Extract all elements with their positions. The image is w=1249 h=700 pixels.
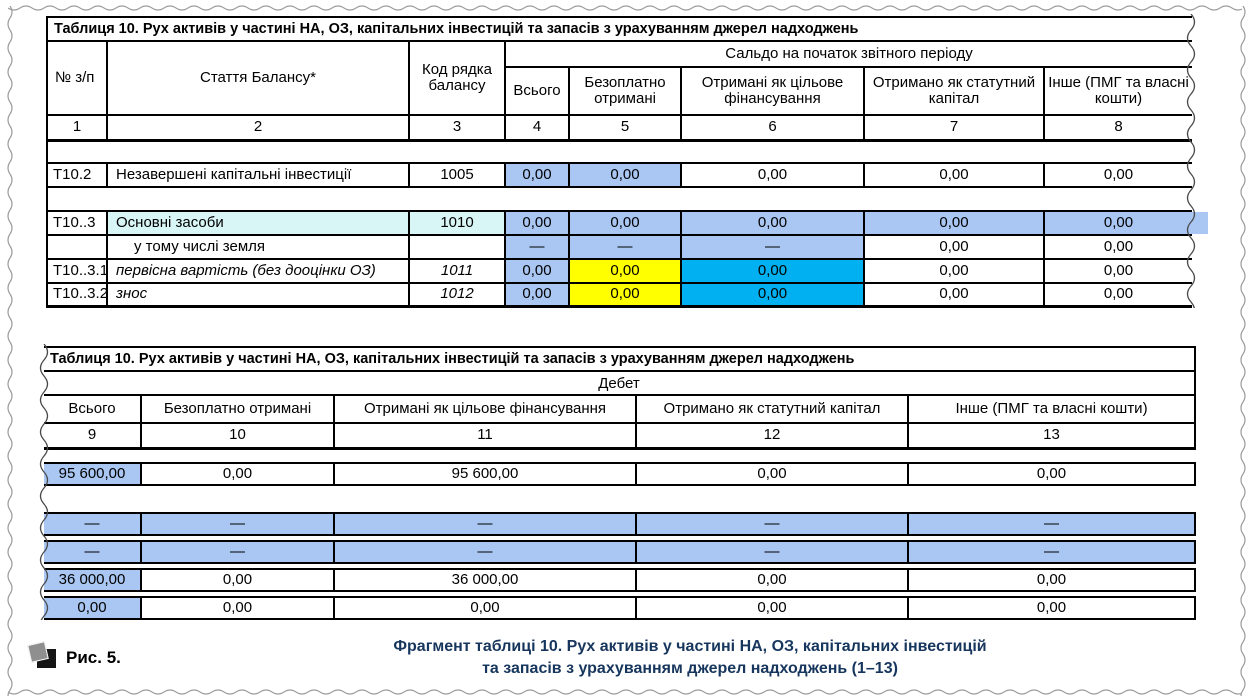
column-number: 7 — [865, 116, 1045, 139]
column-numbers-row — [44, 424, 1194, 450]
article-cell: знос — [108, 284, 410, 305]
code-cell: 1012 — [410, 284, 506, 305]
value-cell: 0,00 — [142, 598, 335, 618]
article-cell: Незавершені капітальні інвестиції — [108, 164, 410, 186]
value-cell: 0,00 — [570, 284, 682, 305]
column-number: 4 — [506, 116, 570, 139]
page-border-right — [1237, 6, 1247, 696]
value-cell: 0,00 — [865, 236, 1045, 258]
column-header: Безоплатно отримані — [142, 396, 335, 422]
value-cell: 0,00 — [1036, 598, 1067, 616]
fragment-gap — [48, 188, 1192, 212]
value-cell: 0,00 — [637, 570, 909, 590]
column-number: 10 — [142, 424, 335, 447]
value-cell: 0,00 — [1036, 570, 1067, 588]
table2-title: Таблиця 10. Рух активів у частині НА, ОЗ, капітальних інвестицій та запасів з урахуванням джерел надходжень — [44, 348, 1194, 372]
value-cell: 0,00 — [1045, 212, 1192, 234]
value-cell: 0,00 — [1103, 261, 1134, 279]
value-cell: — — [142, 514, 335, 534]
value-cell: 0,00 — [335, 598, 637, 618]
table-row — [44, 568, 1196, 592]
value-cell: — — [637, 542, 909, 562]
value-cell: 0,00 — [1103, 285, 1134, 303]
value-cell: — — [335, 542, 637, 562]
value-cell: 0,00 — [865, 260, 1045, 282]
row-num-cell: Т10..3.2 — [48, 284, 108, 305]
value-cell: 0,00 — [682, 164, 865, 186]
column-group-saldo: Сальдо на початок звітного періоду — [506, 42, 1192, 68]
column-header: Отримано як статутний капітал — [637, 396, 909, 422]
value-cell: 0,00 — [506, 164, 570, 186]
value-cell: 36 000,00 — [335, 570, 637, 590]
table2-header — [44, 346, 1196, 450]
table1-header — [48, 42, 1192, 116]
column-group-debit: Дебет — [44, 372, 1194, 396]
value-cell: 0,00 — [506, 284, 570, 305]
table2-column-headers — [44, 396, 1194, 424]
figure-caption-line2: та запасів з урахуванням джерел надходжень (1–13) — [482, 660, 898, 678]
column-header: Інше (ПМГ та власні кошти) — [955, 399, 1148, 417]
table-row — [48, 212, 1192, 236]
column-number: 1 — [48, 116, 108, 139]
value-cell: 0,00 — [682, 212, 865, 234]
column-number: 2 — [108, 116, 410, 139]
value-cell: 0,00 — [637, 598, 909, 618]
value-cell: — — [570, 236, 682, 258]
table-row — [48, 236, 1192, 260]
value-cell: — — [335, 514, 637, 534]
page-border-bottom — [8, 688, 1242, 697]
value-cell: 0,00 — [1103, 237, 1134, 255]
value-cell: — — [909, 514, 1194, 534]
code-cell: 1005 — [410, 164, 506, 186]
page-border-top — [8, 4, 1242, 13]
figure-label: Рис. 5. — [66, 648, 121, 667]
article-cell: Основні засоби — [108, 212, 410, 234]
row-num-cell: Т10..3.1 — [48, 260, 108, 282]
value-cell: 0,00 — [142, 464, 335, 484]
value-cell: — — [44, 514, 142, 534]
value-cell: 0,00 — [570, 260, 682, 282]
value-cell: — — [637, 514, 909, 534]
article-cell: у тому числі земля — [108, 236, 410, 258]
code-cell — [410, 236, 506, 258]
column-number: 8 — [1114, 118, 1123, 136]
column-numbers-row — [48, 116, 1192, 142]
row-num-cell: Т10..3 — [48, 212, 108, 234]
column-header: Всього — [44, 396, 142, 422]
value-cell: 0,00 — [570, 164, 682, 186]
table-debit — [44, 346, 1196, 620]
value-cell: 0,00 — [865, 212, 1045, 234]
figure-marker-icon — [28, 642, 58, 670]
value-cell: 0,00 — [865, 284, 1045, 305]
value-cell: 0,00 — [506, 212, 570, 234]
column-number: 9 — [44, 424, 142, 447]
value-cell: 0,00 — [1036, 464, 1067, 482]
value-cell: 0,00 — [1103, 165, 1134, 183]
column-header: Отримані як цільове фінансування — [682, 68, 865, 116]
value-cell: — — [142, 542, 335, 562]
row-num-cell — [48, 236, 108, 258]
column-header-article: Стаття Балансу* — [108, 42, 410, 116]
page-border-left — [4, 6, 14, 696]
column-header-code: Код рядка балансу — [410, 42, 506, 116]
column-number: 6 — [682, 116, 865, 139]
table-row — [48, 260, 1192, 284]
table-row — [44, 512, 1196, 536]
article-cell: первісна вартість (без дооцінки ОЗ) — [108, 260, 410, 282]
value-cell: 0,00 — [682, 284, 865, 305]
value-cell: 0,00 — [506, 260, 570, 282]
column-header: Отримано як статутний капітал — [865, 68, 1045, 116]
table-row — [44, 596, 1196, 620]
figure-caption — [320, 636, 1060, 681]
value-cell: 0,00 — [865, 164, 1045, 186]
code-cell: 1011 — [410, 260, 506, 282]
column-number: 3 — [410, 116, 506, 139]
value-cell: — — [909, 542, 1194, 562]
value-cell: — — [506, 236, 570, 258]
value-cell: — — [682, 236, 865, 258]
value-cell: 95 600,00 — [44, 464, 142, 484]
column-header-num: № з/п — [48, 42, 108, 116]
value-cell: 36 000,00 — [44, 570, 142, 590]
column-number: 13 — [1043, 426, 1060, 444]
table-row — [44, 462, 1196, 486]
figure-caption-line1: Фрагмент таблиці 10. Рух активів у частині НА, ОЗ, капітальних інвестицій — [393, 638, 987, 655]
value-cell: 0,00 — [142, 570, 335, 590]
table1-title: Таблиця 10. Рух активів у частині НА, ОЗ, капітальних інвестицій та запасів з урахуванням джерел надходжень — [48, 18, 1192, 42]
column-number: 12 — [637, 424, 909, 447]
column-number: 11 — [335, 424, 637, 447]
row-num-cell: Т10.2 — [48, 164, 108, 186]
table-saldo-start-period — [46, 16, 1192, 308]
code-cell: 1010 — [410, 212, 506, 234]
value-cell: 0,00 — [637, 464, 909, 484]
column-header: Всього — [506, 68, 570, 116]
value-cell: — — [44, 542, 142, 562]
value-cell: 0,00 — [682, 260, 865, 282]
value-cell: 95 600,00 — [335, 464, 637, 484]
table-row — [48, 284, 1192, 308]
column-header: Безоплатно отримані — [570, 68, 682, 116]
column-number: 5 — [570, 116, 682, 139]
table-row — [44, 540, 1196, 564]
value-cell: 0,00 — [570, 212, 682, 234]
column-header: Інше (ПМГ та власні кошти) — [1045, 68, 1192, 116]
fragment-gap — [48, 142, 1192, 164]
value-cell: 0,00 — [44, 598, 142, 618]
column-header: Отримані як цільове фінансування — [335, 396, 637, 422]
table-row — [48, 164, 1192, 188]
